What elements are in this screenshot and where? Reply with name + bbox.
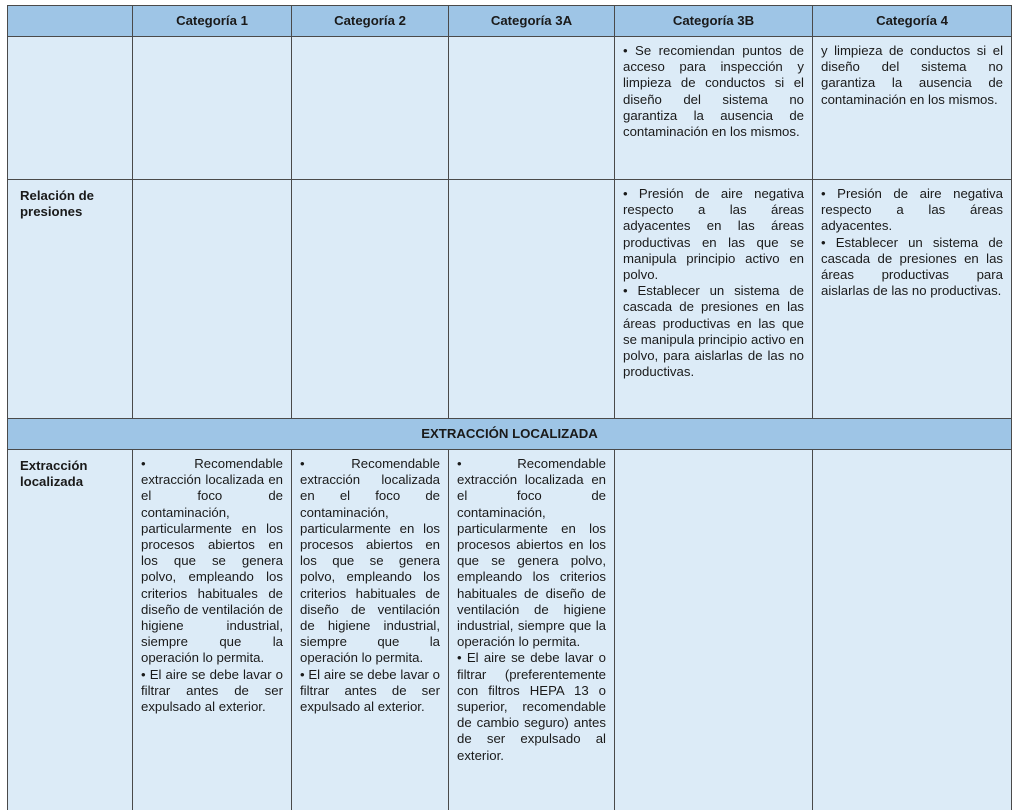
table-cell — [292, 37, 449, 180]
bullet-item: • Presión de aire negativa respecto a las áreas adyacentes. — [821, 186, 1003, 234]
table-cell — [133, 180, 292, 419]
header-empty — [8, 6, 133, 37]
header-categoria-2: Categoría 2 — [292, 6, 449, 37]
bullet-item: • El aire se debe lavar o filtrar (preferentemente con filtros HEPA 13 o superior, recomendable de cambio seguro) antes de ser expulsado al exterior. — [457, 650, 606, 763]
requirements-table — [7, 5, 1012, 810]
table-cell — [292, 450, 449, 810]
table-cell — [449, 180, 615, 419]
header-categoria-1: Categoría 1 — [133, 6, 292, 37]
table-cell — [133, 450, 292, 810]
table-row — [8, 37, 1012, 180]
table-cell — [615, 450, 813, 810]
section-title: EXTRACCIÓN LOCALIZADA — [8, 419, 1012, 450]
table-cell — [615, 180, 813, 419]
table-row — [8, 180, 1012, 419]
row-label — [8, 37, 133, 180]
table-row — [8, 450, 1012, 810]
bullet-item: • Recomendable extracción localizada en el foco de contaminación, particularmente en los procesos abiertos en los que se genera polvo, empleando los criterios habituales de diseño de ventilación de higiene industrial, siempre que la operación lo permita. — [457, 456, 606, 650]
table-cell — [813, 180, 1012, 419]
table-cell: y limpieza de conductos si el diseño del sistema no garantiza la ausencia de contaminación en los mismos. — [813, 37, 1012, 180]
table-cell — [292, 180, 449, 419]
row-label-extraccion-localizada: Extracción localizada — [8, 450, 133, 810]
header-row — [8, 6, 1012, 37]
header-categoria-3a: Categoría 3A — [449, 6, 615, 37]
bullet-item: • Recomendable extracción localizada en el foco de contaminación, particularmente en los procesos abiertos en los que se genera polvo, empleando los criterios habituales de diseño de ventilación de higiene industrial, siempre que la operación lo permita. — [300, 456, 440, 666]
bullet-item: • Recomendable extracción localizada en el foco de contaminación, particularmente en los procesos abiertos en los que se genera polvo, empleando los criterios habituales de diseño de ventilación de higiene industrial, siempre que la operación lo permita. — [141, 456, 283, 666]
header-categoria-3b: Categoría 3B — [615, 6, 813, 37]
bullet-item: • Presión de aire negativa respecto a las áreas adyacentes en las áreas productivas en las que se manipula principio activo en polvo. — [623, 186, 804, 283]
bullet-item: • El aire se debe lavar o filtrar antes de ser expulsado al exterior. — [141, 666, 283, 715]
table-cell: • Se recomiendan puntos de acceso para inspección y limpieza de conductos si el diseño del sistema no garantiza la ausencia de contaminación en los mismos. — [615, 37, 813, 180]
bullet-item: • Establecer un sistema de cascada de presiones en las áreas productivas para aislarlas de las no productivas. — [821, 234, 1003, 299]
row-label-relacion-presiones: Relación de presiones — [8, 180, 133, 419]
table-cell — [813, 450, 1012, 810]
table-cell — [449, 37, 615, 180]
section-row — [8, 419, 1012, 450]
bullet-item: • Establecer un sistema de cascada de presiones en las áreas productivas en las que se manipula principio activo en polvo, para aislarlas de las no productivas. — [623, 283, 804, 380]
table-cell — [449, 450, 615, 810]
header-categoria-4: Categoría 4 — [813, 6, 1012, 37]
bullet-item: • El aire se debe lavar o filtrar antes de ser expulsado al exterior. — [300, 666, 440, 715]
table-cell — [133, 37, 292, 180]
